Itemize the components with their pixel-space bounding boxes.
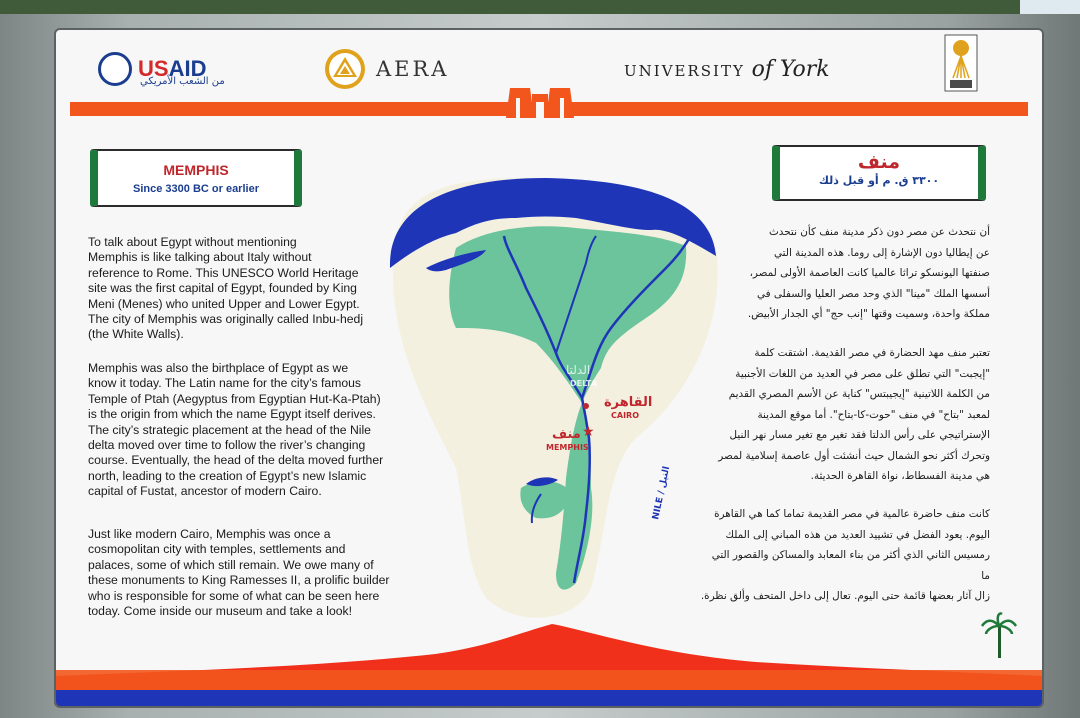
york-of: of bbox=[751, 56, 774, 82]
arabic-subtitle: ٣٣٠٠ ق. م أو قبل ذلك bbox=[818, 174, 940, 187]
arabic-paragraph-3 bbox=[700, 504, 990, 607]
text-line: تعتبر منف مهد الحضارة في مصر القديمة. اشتقت كلمة bbox=[754, 347, 990, 359]
text-line: Memphis was also the birthplace of Egypt as we bbox=[88, 361, 349, 375]
ministry-seal-icon bbox=[944, 34, 978, 92]
text-line: capital of Fustat, ancestor of modern Cairo. bbox=[88, 484, 322, 499]
text-line: أسسها الملك "مينا" الذي وحد مصر العليا والسفلى في bbox=[756, 287, 990, 300]
map-label-memphis-ar: منف bbox=[552, 427, 581, 442]
desert-hills-footer bbox=[56, 606, 1042, 706]
text-line: مملكة واحدة، وسميت وقتها "إنب حج" أي الجدار الأبيض. bbox=[747, 308, 990, 320]
text-line: عن إيطاليا دون الإشارة إلى روما. هذه المدينة التي bbox=[773, 246, 990, 259]
text-line: Temple of Ptah (Aegyptus from Egyptian Hut-Ka-Ptah) bbox=[88, 391, 381, 406]
aera-logo bbox=[324, 46, 449, 92]
usaid-seal-icon bbox=[98, 52, 132, 86]
aera-pyramid-icon bbox=[324, 48, 366, 90]
university-of-york-logo bbox=[624, 46, 830, 92]
text-line: delta moved over time to follow the river’s changing bbox=[88, 438, 366, 453]
text-line: The city’s strategic placement at the head of the Nile bbox=[88, 422, 371, 437]
text-line: "إيجبت" التي تطلق على مصر في العديد من اللغات الأجنبية bbox=[735, 367, 990, 380]
text-line: site was the first capital of Egypt, founded by King bbox=[88, 281, 357, 296]
arabic-title: منف bbox=[857, 151, 901, 173]
english-paragraph-2 bbox=[88, 361, 383, 500]
text-line: وتحرك أكثر نحو الشمال حيث أنشئت أول عاصمة إسلامية لمصر bbox=[718, 449, 990, 462]
usaid-us: US bbox=[138, 56, 169, 81]
arabic-paragraph-1 bbox=[710, 222, 990, 325]
usaid-aid: AID bbox=[168, 56, 207, 81]
map-label-cairo-ar: القاهرة bbox=[604, 395, 653, 410]
aera-wordmark: AERA bbox=[376, 57, 450, 81]
text-line: صنفتها اليونسكو تراثا عالميا كانت العاصمة الأولى لمصر، bbox=[749, 267, 990, 279]
text-line: Memphis is like talking about Italy without bbox=[88, 250, 312, 265]
text-line: know it today. The Latin name for the city’s famous bbox=[88, 376, 362, 391]
text-line: is the origin from which the name Egypt itself derives. bbox=[88, 407, 376, 422]
text-line: Meni (Menes) who united Upper and Lower Egypt. bbox=[88, 296, 360, 311]
background-sky bbox=[1020, 0, 1080, 14]
text-line: من الكلمة اللاتينية "إيجيبتس" كناية عن الأسم المصري القديم bbox=[728, 388, 990, 400]
text-line: who is responsible for some of what can be seen here bbox=[88, 588, 380, 603]
text-line: To talk about Egypt without mentioning bbox=[88, 235, 297, 249]
arabic-title-box bbox=[772, 145, 986, 201]
text-line: palaces, some of which still remain. We owe many of bbox=[88, 557, 374, 572]
nile-delta-map bbox=[386, 168, 718, 628]
text-line: these monuments to King Ramesses II, a prolific builder bbox=[88, 573, 390, 588]
text-line: today. Come inside our museum and take a look! bbox=[88, 604, 352, 619]
temple-gate-icon bbox=[504, 84, 576, 118]
york-prefix: UNIVERSITY bbox=[624, 61, 745, 80]
text-line: course. Eventually, the head of the delta moved further bbox=[88, 453, 384, 468]
map-label-memphis-en: MEMPHIS bbox=[546, 443, 589, 452]
blue-base-band bbox=[56, 690, 1042, 706]
orange-base-band bbox=[56, 670, 1042, 692]
text-line: اليوم. يعود الفضل في تشييد العديد من هذه المباني إلى الملك bbox=[725, 528, 990, 541]
arabic-paragraph-2 bbox=[710, 343, 990, 487]
york-wordmark bbox=[624, 57, 830, 82]
text-line: لمعبد "بتاح" في منف "حوت-كا-بتاح". أما موقع المدينة bbox=[757, 408, 990, 421]
star-icon: ★ bbox=[582, 424, 595, 440]
text-line: The city of Memphis was originally called Inbu-hedj bbox=[88, 312, 364, 327]
text-line: أن نتحدث عن مصر دون ذكر مدينة منف كأن نتحدث bbox=[768, 226, 990, 238]
palm-tree-icon bbox=[982, 614, 1016, 659]
text-line: زال آثار بعضها قائمة حتى اليوم. تعال إلى داخل المتحف وألق نظرة. bbox=[700, 590, 990, 602]
english-subtitle: Since 3300 BC or earlier bbox=[133, 183, 259, 195]
text-line: هي مدينة الفسطاط، نواة القاهرة الحديثة. bbox=[810, 470, 990, 482]
map-label-delta-en: DELTA bbox=[570, 379, 597, 388]
map-label-cairo-en: CAIRO bbox=[611, 411, 639, 420]
english-title-box bbox=[90, 149, 302, 207]
map-label-nile: NILE / النيل bbox=[651, 465, 673, 521]
text-line: north, leading to the creation of Egypt’s new Islamic bbox=[88, 468, 367, 483]
cairo-dot bbox=[583, 403, 589, 409]
text-line: Just like modern Cairo, Memphis was once a bbox=[88, 527, 331, 541]
text-line: cosmopolitan city with temples, settlements and bbox=[88, 542, 346, 557]
usaid-arabic-tagline: من الشعب الأمريكي bbox=[140, 76, 225, 87]
information-board bbox=[56, 30, 1042, 706]
text-line: رمسيس الثاني الذي أكثر من بناء المعابد والمساكن والقصور التي ما bbox=[711, 549, 990, 582]
map-label-delta-ar: الدلتا bbox=[566, 363, 591, 377]
text-line: reference to Rome. This UNESCO World Heritage bbox=[88, 265, 359, 280]
text-line: كانت منف حاضرة عالمية في مصر القديمة تماما كما هي القاهرة bbox=[714, 508, 990, 520]
york-name: York bbox=[779, 56, 830, 82]
background-foliage bbox=[0, 0, 1080, 14]
english-paragraph-1 bbox=[88, 235, 363, 343]
text-line: الإستراتيجي على رأس الدلتا فقد تغير مع تغير مسار نهر النيل bbox=[729, 429, 990, 441]
english-title: MEMPHIS bbox=[163, 162, 229, 178]
text-line: (the White Walls). bbox=[88, 327, 184, 342]
